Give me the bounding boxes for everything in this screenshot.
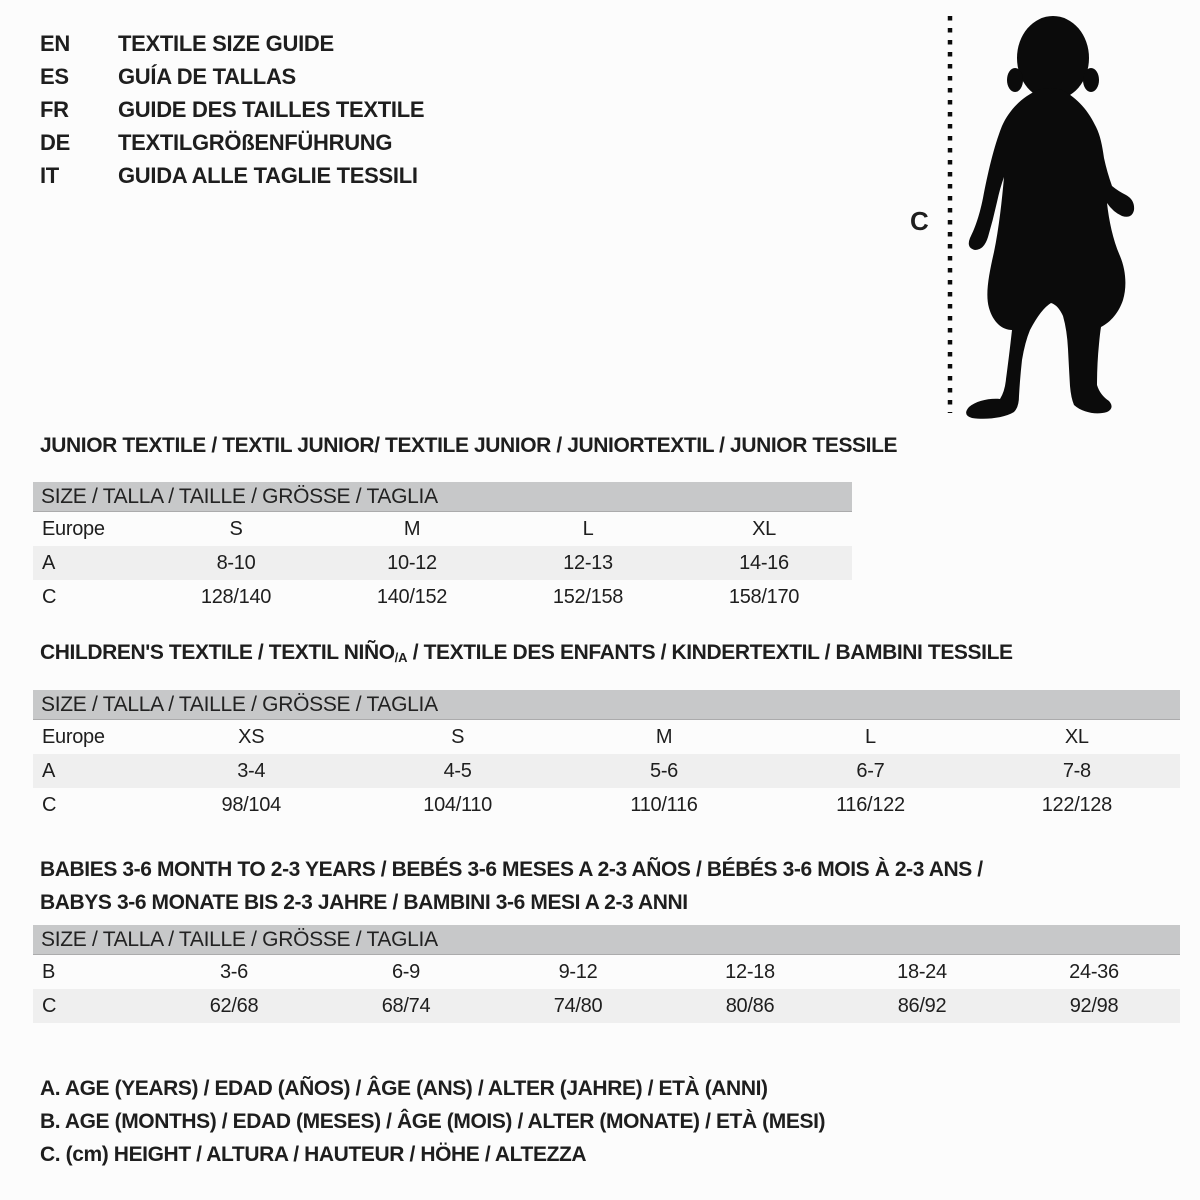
legend-line-b: B. AGE (MONTHS) / EDAD (MESES) / ÂGE (MOIS) / ALTER (MONATE) / ETÀ (MESI): [40, 1109, 826, 1133]
value-cell: 68/74: [381, 994, 431, 1017]
junior-size-row: [33, 512, 852, 546]
guide-title: TEXTILE SIZE GUIDE: [118, 30, 334, 56]
value-cell: 9-12: [558, 960, 598, 983]
children-height-row: [33, 788, 1180, 822]
guide-title: GUIDE DES TAILLES TEXTILE: [118, 96, 425, 122]
size-cell: XL: [1064, 725, 1089, 748]
row-label: C: [42, 793, 57, 816]
value-cell: 62/68: [209, 994, 259, 1017]
legend-line-a: A. AGE (YEARS) / EDAD (AÑOS) / ÂGE (ANS) / ALTER (JAHRE) / ETÀ (ANNI): [40, 1076, 768, 1100]
value-cell: 122/128: [1041, 793, 1112, 816]
lang-code: DE: [40, 129, 70, 155]
children-age-row: [33, 754, 1180, 788]
value-cell: 86/92: [897, 994, 947, 1017]
baby-silhouette-icon: [898, 0, 1200, 430]
language-title-list: [40, 27, 424, 192]
row-label: B: [42, 960, 56, 983]
size-header-bar: SIZE / TALLA / TAILLE / GRÖSSE / TAGLIA: [33, 482, 852, 512]
junior-size-table: [33, 482, 852, 614]
value-cell: 128/140: [200, 585, 272, 608]
children-title-suffix: / TEXTILE DES ENFANTS / KINDERTEXTIL / BAMBINI TESSILE: [407, 641, 1013, 664]
value-cell: 12-18: [725, 960, 775, 983]
guide-title: GUÍA DE TALLAS: [118, 63, 296, 89]
children-title-subscript: /A: [394, 650, 408, 665]
value-cell: 80/86: [725, 994, 775, 1017]
value-cell: 3-4: [237, 759, 266, 782]
value-cell: 6-7: [856, 759, 885, 782]
value-cell: 116/122: [836, 793, 905, 816]
value-cell: 14-16: [739, 551, 789, 574]
value-cell: 3-6: [219, 960, 248, 983]
region-label: Europe: [42, 517, 105, 540]
legend-line-c: C. (cm) HEIGHT / ALTURA / HAUTEUR / HÖHE / ALTEZZA: [40, 1142, 587, 1166]
size-header-bar: SIZE / TALLA / TAILLE / GRÖSSE / TAGLIA: [33, 690, 1180, 720]
children-section-title: [40, 641, 1013, 667]
size-cell: XS: [238, 725, 265, 748]
size-cell: XL: [752, 517, 776, 540]
value-cell: 152/158: [552, 585, 624, 608]
measure-legend: [40, 1072, 825, 1171]
value-cell: 6-9: [391, 960, 420, 983]
lang-code: EN: [40, 30, 70, 56]
lang-code: FR: [40, 96, 69, 122]
row-label: C: [42, 585, 57, 608]
value-cell: 4-5: [443, 759, 472, 782]
value-cell: 12-13: [563, 551, 613, 574]
lang-row-es: [40, 60, 424, 93]
value-cell: 7-8: [1062, 759, 1091, 782]
guide-title: TEXTILGRÖßENFÜHRUNG: [118, 129, 393, 155]
lang-row-fr: [40, 93, 424, 126]
children-size-row: [33, 720, 1180, 754]
babies-months-row: [33, 955, 1180, 989]
size-cell: S: [451, 725, 465, 748]
babies-title-line2: BABYS 3-6 MONATE BIS 2-3 JAHRE / BAMBINI 3-6 MESI A 2-3 ANNI: [40, 891, 688, 914]
junior-age-row: [33, 546, 852, 580]
value-cell: 5-6: [650, 759, 679, 782]
size-cell: M: [655, 725, 673, 748]
size-cell: L: [865, 725, 876, 748]
value-cell: 18-24: [897, 960, 947, 983]
junior-height-row: [33, 580, 852, 614]
junior-section-title: JUNIOR TEXTILE / TEXTIL JUNIOR/ TEXTILE JUNIOR / JUNIORTEXTIL / JUNIOR TESSILE: [40, 434, 898, 457]
lang-code: ES: [40, 63, 69, 89]
value-cell: 140/152: [376, 585, 448, 608]
region-label: Europe: [42, 725, 105, 748]
size-cell: M: [403, 517, 421, 540]
row-label: A: [42, 759, 56, 782]
value-cell: 158/170: [728, 585, 800, 608]
row-label: C: [42, 994, 57, 1017]
children-title-prefix: CHILDREN'S TEXTILE / TEXTIL NIÑO: [40, 641, 395, 664]
babies-height-row: [33, 989, 1180, 1023]
height-figure: [898, 0, 1200, 430]
value-cell: 110/116: [630, 793, 698, 816]
value-cell: 74/80: [553, 994, 603, 1017]
lang-row-en: [40, 27, 424, 60]
value-cell: 24-36: [1069, 960, 1119, 983]
size-cell: L: [582, 517, 594, 540]
value-cell: 8-10: [216, 551, 256, 574]
lang-row-it: [40, 159, 424, 192]
value-cell: 98/104: [221, 793, 281, 816]
size-cell: S: [229, 517, 243, 540]
guide-title: GUIDA ALLE TAGLIE TESSILI: [118, 162, 418, 188]
baby-silhouette-shape: [966, 16, 1134, 419]
babies-title-line1: BABIES 3-6 MONTH TO 2-3 YEARS / BEBÉS 3-6 MESES A 2-3 AÑOS / BÉBÉS 3-6 MOIS À 2-3 ANS /: [40, 858, 983, 881]
babies-section-title: [40, 853, 983, 919]
height-measure-label: C: [910, 206, 929, 236]
value-cell: 10-12: [387, 551, 437, 574]
children-size-table: [33, 690, 1180, 822]
size-header-bar: SIZE / TALLA / TAILLE / GRÖSSE / TAGLIA: [33, 925, 1180, 955]
row-label: A: [42, 551, 56, 574]
value-cell: 104/110: [423, 793, 492, 816]
value-cell: 92/98: [1069, 994, 1119, 1017]
lang-row-de: [40, 126, 424, 159]
babies-size-table: [33, 925, 1180, 1023]
lang-code: IT: [40, 162, 59, 188]
